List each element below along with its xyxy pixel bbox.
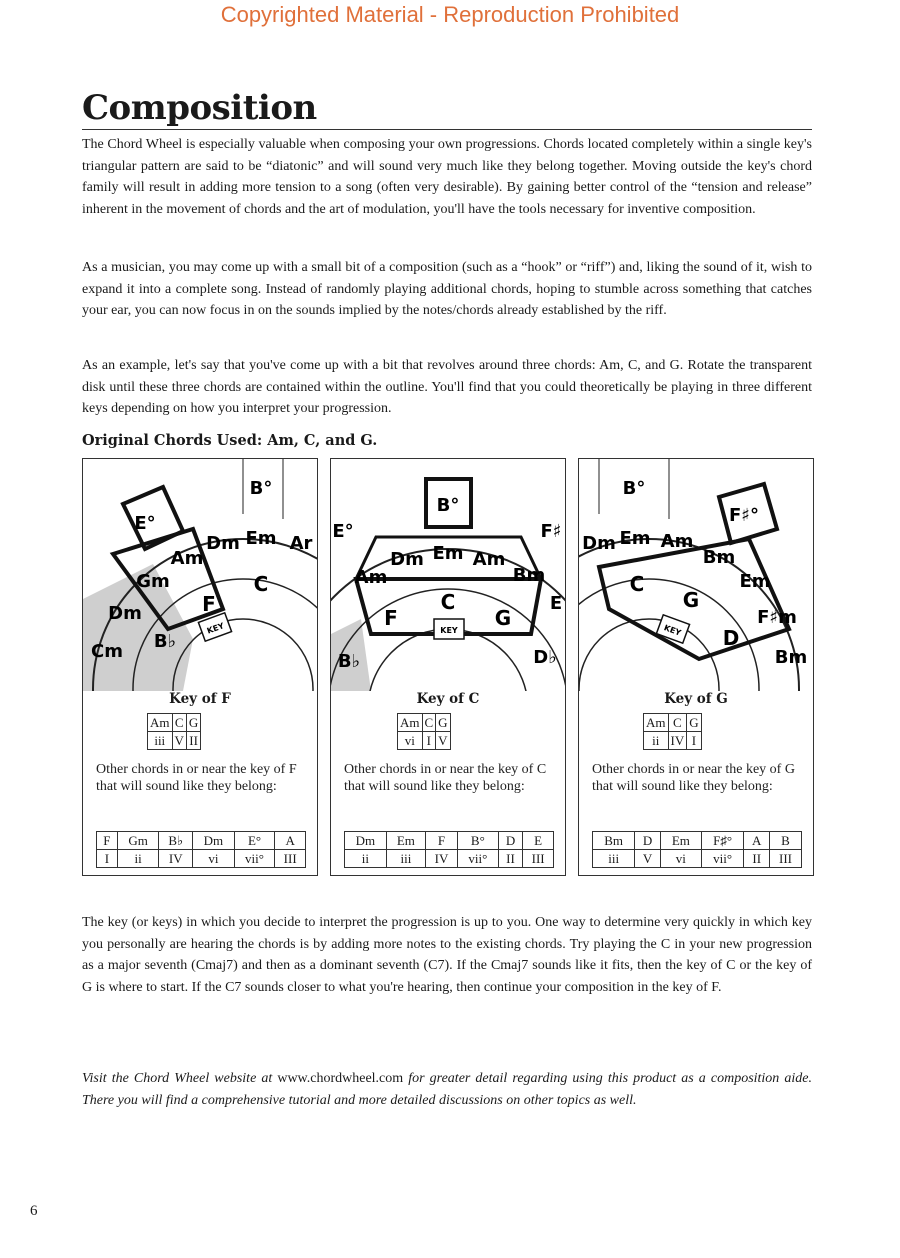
table-cell: F bbox=[426, 832, 458, 850]
wheel-label: B♭ bbox=[337, 651, 361, 672]
wheel-label: F bbox=[202, 592, 216, 616]
table-cell: D bbox=[635, 832, 661, 850]
other-chords-table bbox=[592, 831, 802, 868]
table-cell: III bbox=[769, 850, 801, 868]
table-cell: IV bbox=[426, 850, 458, 868]
table-cell: IV bbox=[159, 850, 193, 868]
table-cell: vii° bbox=[701, 850, 744, 868]
table-cell: II bbox=[744, 850, 770, 868]
table-cell: G bbox=[436, 714, 450, 732]
table-cell: Em bbox=[386, 832, 425, 850]
wheel-label: Em bbox=[432, 543, 464, 564]
table-cell: III bbox=[275, 850, 306, 868]
other-chords-table bbox=[344, 831, 554, 868]
website-note bbox=[82, 1068, 812, 1111]
used-chords-table bbox=[643, 713, 702, 750]
page-title: Composition bbox=[82, 88, 317, 128]
table-cell: F bbox=[97, 832, 118, 850]
table-cell: A bbox=[744, 832, 770, 850]
table-cell: iii bbox=[386, 850, 425, 868]
intro-paragraph: The Chord Wheel is especially valuable when composing your own progressions. Chords located completely within a single key's triangular pattern are said to be “diatonic” and will sound very much like they belong together. Moving outside the key's chord family will result in adding more tension to a song (often very desirable). By gaining better control of the “tension and release” inherent in the movement of chords and the art of modulation, you'll have the tools necessary for inventive composition. bbox=[82, 137, 812, 217]
table-cell: A bbox=[275, 832, 306, 850]
copyright-banner: Copyrighted Material - Reproduction Prohibited bbox=[220, 2, 680, 27]
title-rule bbox=[82, 129, 812, 130]
table-cell: Dm bbox=[193, 832, 235, 850]
table-cell: vi bbox=[398, 732, 423, 750]
table-cell: vii° bbox=[234, 850, 275, 868]
table-cell: Gm bbox=[117, 832, 159, 850]
wheel-label: Gm bbox=[136, 571, 170, 592]
table-cell: V bbox=[635, 850, 661, 868]
key-panel-c bbox=[330, 458, 566, 876]
wheel-label: Em bbox=[619, 528, 651, 549]
wheel-key-label: KEY bbox=[440, 626, 458, 635]
chord-wheel-diagram-c bbox=[331, 459, 565, 691]
wheel-label: E° bbox=[134, 513, 156, 534]
wheel-label: G bbox=[494, 606, 512, 630]
wheel-label: Am bbox=[660, 531, 694, 552]
table-cell: V bbox=[436, 732, 450, 750]
wheel-label: F♯ bbox=[540, 521, 562, 542]
table-cell: ii bbox=[117, 850, 159, 868]
wheel-label: Am bbox=[472, 549, 506, 570]
wheel-label: Am bbox=[354, 567, 388, 588]
website-link[interactable]: www.chordwheel.com bbox=[277, 1071, 404, 1086]
key-title: Key of F bbox=[169, 691, 231, 707]
wheel-label: Bm bbox=[702, 547, 736, 568]
chord-wheel-diagram-f bbox=[83, 459, 317, 691]
chord-wheel-diagram-g bbox=[579, 459, 813, 691]
table-cell: Dm bbox=[345, 832, 387, 850]
table-cell: C bbox=[668, 714, 687, 732]
wheel-label: B♭ bbox=[153, 631, 177, 652]
page-number: 6 bbox=[30, 1203, 38, 1219]
table-cell: D bbox=[498, 832, 523, 850]
table-cell: I bbox=[97, 850, 118, 868]
table-cell: Am bbox=[398, 714, 423, 732]
key-panel-f bbox=[82, 458, 318, 876]
wheel-label: Bm bbox=[774, 647, 808, 668]
table-cell: vii° bbox=[457, 850, 498, 868]
key-title: Key of G bbox=[664, 691, 728, 707]
table-cell: C bbox=[422, 714, 436, 732]
wheel-key-label: KEY bbox=[662, 623, 683, 638]
table-cell: V bbox=[172, 732, 186, 750]
table-cell: III bbox=[523, 850, 554, 868]
wheel-label: B° bbox=[249, 478, 273, 499]
wheel-label: E° bbox=[332, 521, 354, 542]
wheel-label: Dm bbox=[390, 549, 424, 570]
used-chords-table bbox=[147, 713, 201, 750]
table-cell: vi bbox=[193, 850, 235, 868]
website-note-rest: for greater detail regarding using this product as a composition aide. There you will find a comprehensive tutorial and more detailed discussions on other topics as well. bbox=[82, 1071, 812, 1108]
wheel-label: E bbox=[549, 593, 563, 614]
table-cell: G bbox=[186, 714, 200, 732]
example-paragraph: As an example, let's say that you've come up with a bit that revolves around three chords: Am, C, and G. Rotate the transparent disk until these three chords are contained within the outline. You'll find that you could theoretically be playing in three different keys depending on how you interpret your progression. bbox=[82, 358, 812, 416]
table-cell: iii bbox=[593, 850, 635, 868]
wheel-label: G bbox=[682, 588, 700, 612]
table-cell: B bbox=[769, 832, 801, 850]
wheel-label: Em bbox=[739, 571, 771, 592]
wheel-label: Am bbox=[170, 548, 204, 569]
wheel-label: Dm bbox=[206, 533, 240, 554]
wheel-label: D♭ bbox=[533, 647, 557, 668]
table-cell: Bm bbox=[593, 832, 635, 850]
wheel-label: C bbox=[440, 590, 456, 614]
key-panel-g bbox=[578, 458, 814, 876]
wheel-label: Cm bbox=[91, 641, 123, 662]
wheel-label: B° bbox=[622, 478, 646, 499]
table-cell: Am bbox=[644, 714, 669, 732]
wheel-label: Dm bbox=[582, 533, 616, 554]
table-cell: B♭ bbox=[159, 832, 193, 850]
wheel-label: B° bbox=[436, 495, 460, 516]
wheel-label: Em bbox=[245, 528, 277, 549]
table-cell: Am bbox=[148, 714, 173, 732]
used-chords-table bbox=[397, 713, 451, 750]
table-cell: I bbox=[687, 732, 701, 750]
table-cell: iii bbox=[148, 732, 173, 750]
closing-paragraph: The key (or keys) in which you decide to interpret the progression is up to you. One way to determine very quickly in which key you personally are hearing the chords is by adding more notes to the existing chords. Try playing the C in your new progression as a major seventh (Cmaj7) and then as a dominant seventh (C7). If the Cmaj7 sounds like it fits, then the key of C or the key of G is where to start. If the C7 sounds closer to what you're hearing, then continue your composition in the key of F. bbox=[82, 915, 812, 995]
wheel-label: Bm bbox=[512, 565, 546, 586]
other-chords-table bbox=[96, 831, 306, 868]
wheel-label: F♯m bbox=[757, 607, 797, 628]
wheel-label: D bbox=[722, 626, 740, 650]
table-cell: ii bbox=[644, 732, 669, 750]
chords-used-heading: Original Chords Used: Am, C, and G. bbox=[82, 432, 378, 449]
table-cell: I bbox=[422, 732, 436, 750]
table-cell: II bbox=[186, 732, 200, 750]
other-chords-text: Other chords in or near the key of C that will sound like they belong: bbox=[344, 762, 547, 794]
table-cell: II bbox=[498, 850, 523, 868]
table-cell: vi bbox=[660, 850, 701, 868]
wheel-label: F♯° bbox=[728, 505, 760, 526]
table-cell: F♯° bbox=[701, 832, 744, 850]
table-cell: G bbox=[687, 714, 701, 732]
wheel-label: Dm bbox=[108, 603, 142, 624]
other-chords-text: Other chords in or near the key of G that will sound like they belong: bbox=[592, 762, 795, 794]
table-cell: E° bbox=[234, 832, 275, 850]
website-note-lead: Visit the Chord Wheel website at bbox=[82, 1071, 278, 1086]
wheel-label: F bbox=[384, 606, 398, 630]
wheel-key-label: KEY bbox=[205, 621, 226, 636]
table-cell: Em bbox=[660, 832, 701, 850]
riff-paragraph: As a musician, you may come up with a small bit of a composition (such as a “hook” or “riff”) and, liking the sound of it, wish to expand it into a complete song. Instead of randomly playing additional chords, hoping to stumble across something that catches your ear, you can now focus in on the sounds implied by the notes/chords already established by the riff. bbox=[82, 260, 812, 318]
table-cell: B° bbox=[457, 832, 498, 850]
table-cell: E bbox=[523, 832, 554, 850]
table-cell: ii bbox=[345, 850, 387, 868]
wheel-label: C bbox=[253, 572, 269, 596]
wheel-label: C bbox=[629, 572, 645, 596]
key-title: Key of C bbox=[416, 691, 480, 707]
other-chords-text: Other chords in or near the key of F that will sound like they belong: bbox=[96, 762, 297, 794]
table-cell: C bbox=[172, 714, 186, 732]
wheel-label: Ar bbox=[289, 533, 313, 554]
table-cell: IV bbox=[668, 732, 687, 750]
